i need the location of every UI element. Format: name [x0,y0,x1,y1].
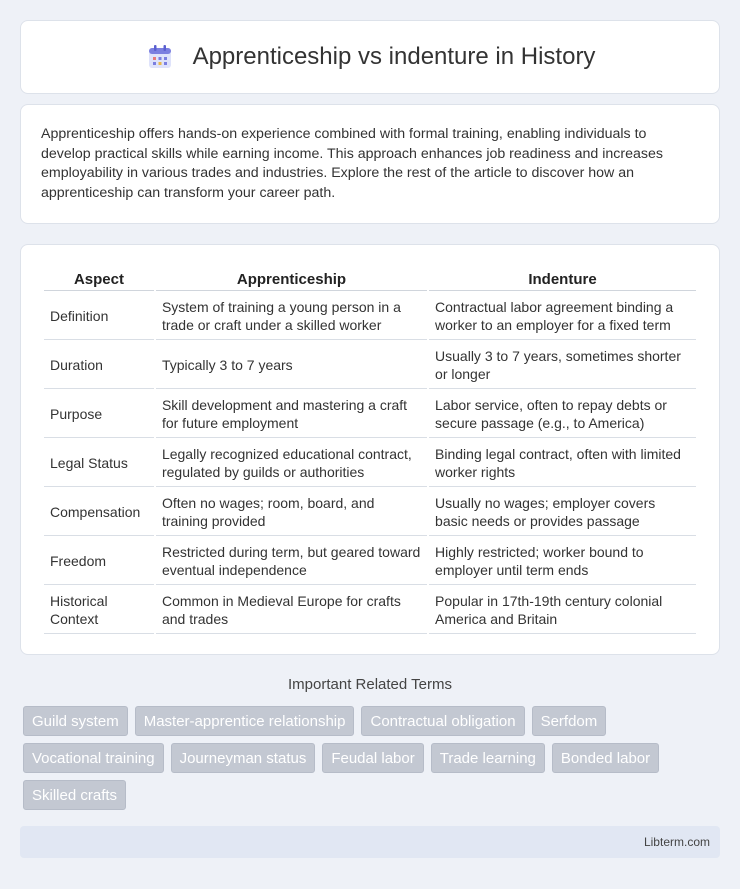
indenture-cell: Binding legal contract, often with limited worker rights [429,438,696,487]
tag-contractual-obligation[interactable]: Contractual obligation [361,706,524,736]
apprenticeship-cell: Skill development and mastering a craft for future employment [156,389,427,438]
indenture-cell: Contractual labor agreement binding a worker to an employer for a fixed term [429,291,696,340]
tag-trade-learning[interactable]: Trade learning [431,743,545,773]
table-row [44,291,696,340]
tag-vocational-training[interactable]: Vocational training [23,743,164,773]
tag-journeyman-status[interactable]: Journeyman status [171,743,316,773]
intro-card [20,104,720,224]
table-row [44,536,696,585]
table-row [44,585,696,634]
column-header-apprenticeship: Apprenticeship [156,265,427,291]
indenture-cell: Labor service, often to repay debts or secure passage (e.g., to America) [429,389,696,438]
aspect-cell: Legal Status [44,438,154,487]
tag-guild-system[interactable]: Guild system [23,706,128,736]
table-row [44,487,696,536]
indenture-cell: Highly restricted; worker bound to employer until term ends [429,536,696,585]
aspect-cell: Purpose [44,389,154,438]
header-card [20,20,720,94]
indenture-cell: Popular in 17th-19th century colonial America and Britain [429,585,696,634]
page-title: Apprenticeship vs indenture in History [192,43,596,70]
tag-feudal-labor[interactable]: Feudal labor [322,743,423,773]
apprenticeship-cell: Typically 3 to 7 years [156,340,427,389]
table-row [44,340,696,389]
tag-master-apprentice-relationship[interactable]: Master-apprentice relationship [135,706,355,736]
apprenticeship-cell: System of training a young person in a trade or craft under a skilled worker [156,291,427,340]
aspect-cell: Compensation [44,487,154,536]
table-header-row [44,265,696,291]
indenture-cell: Usually no wages; employer covers basic needs or provides passage [429,487,696,536]
calendar-icon [145,42,175,72]
comparison-table-card [20,244,720,655]
tag-skilled-crafts[interactable]: Skilled crafts [23,780,126,810]
aspect-cell: Duration [44,340,154,389]
tag-serfdom[interactable]: Serfdom [532,706,607,736]
column-header-indenture: Indenture [429,265,696,291]
tag-bonded-labor[interactable]: Bonded labor [552,743,659,773]
related-terms-tags [23,706,723,810]
table-row [44,438,696,487]
apprenticeship-cell: Often no wages; room, board, and training provided [156,487,427,536]
apprenticeship-cell: Common in Medieval Europe for crafts and trades [156,585,427,634]
footer [20,826,720,858]
column-header-aspect: Aspect [44,265,154,291]
apprenticeship-cell: Restricted during term, but geared toward eventual independence [156,536,427,585]
table-row [44,389,696,438]
footer-site-link[interactable]: Libterm.com [643,835,710,849]
related-terms-title: Important Related Terms [288,676,452,693]
aspect-cell: Freedom [44,536,154,585]
header-inner [145,42,596,72]
indenture-cell: Usually 3 to 7 years, sometimes shorter or longer [429,340,696,389]
intro-paragraph: Apprenticeship offers hands-on experience combined with formal training, enabling individuals to develop practical skills while earning income. This approach enhances job readiness and increases employability in various trades and industries. Explore the rest of the article to discover how an apprenticeship can transform your career path. [41,126,663,201]
comparison-table [42,265,698,634]
apprenticeship-cell: Legally recognized educational contract, regulated by guilds or authorities [156,438,427,487]
aspect-cell: Historical Context [44,585,154,634]
aspect-cell: Definition [44,291,154,340]
